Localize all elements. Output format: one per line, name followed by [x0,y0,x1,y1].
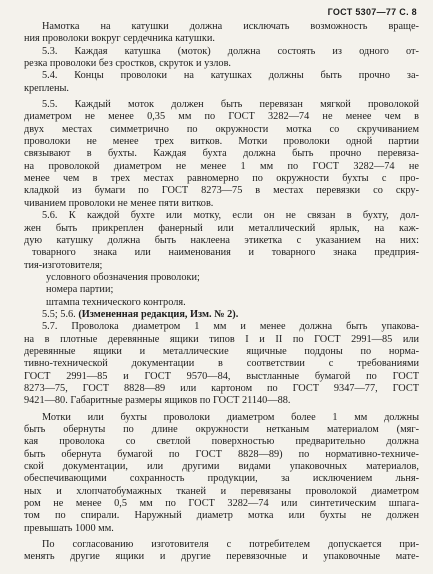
text-line: диаметром не менее 0,35 мм по ГОСТ 3282—74 не менее чем в [24,111,419,123]
paragraph [24,539,419,564]
text-line: Мотки или бухты проволоки диаметром более 1 мм должны [42,411,419,423]
text-line: быть обернута бумагой по ГОСТ 8828—89) по нормативно-техниче- [24,448,419,460]
paragraph [24,21,419,46]
paragraph [24,99,419,309]
text-line: двух местах симметрично по окружности мотка со скручиванием [24,123,419,135]
text-line: 8273—75, ГОСТ 8828—89 или картоном по ГОСТ 9347—77, ГОСТ [24,382,419,394]
text-line: ГОСТ 2991—85 и ГОСТ 9570—84, выстланные бумагой по ГОСТ [24,370,419,382]
text-line: жен быть прикреплен фанерный или металлический ярлык, на каж- [24,222,419,234]
text-line: 5.6. К каждой бухте или мотку, если он не связан в бухту, дол- [42,210,419,222]
amendment-note: (Измененная редакция, Изм. № 2). [78,308,239,320]
text-line: ных и хлопчатобумажных тканей и перевязаны проволокой диаметром [24,485,419,497]
text-line: креплены. [24,82,69,94]
text-line: чиванием проволоки не менее пяти витков. [24,197,214,209]
text-line: менее чем в трех местах равномерно по окружности бухты с про- [24,173,419,185]
text-line: 5.7. Проволока диаметром 1 мм и менее должна быть упакова- [42,321,419,333]
text-line: связывают в бухты. Каждая бухта должна быть прочно перевяза- [24,148,419,160]
text-line: превышать 1000 мм. [24,522,114,534]
text-line: 5.5. Каждый моток должен быть перевязан мягкой проволокой [42,99,419,111]
text-line: на в плотные деревянные ящики типов I и II по ГОСТ 2991—85 или [24,333,419,345]
text-line: ния проволоки вокруг сердечника катушки. [24,33,215,45]
text-line: Намотка на катушки должна исключать возможность враще- [42,21,419,32]
paragraph [24,412,419,535]
text-line: 5.3. Каждая катушка (моток) должна состоять из одного от- [42,45,419,57]
text-line: резка проволоки без сростков, скруток и узлов. [24,58,232,70]
text-line: штампа технического контроля. [46,296,186,308]
text-line: По согласованию изготовителя с потребителем допускается при- [42,539,419,551]
text-line: кладкой из бумаги по ГОСТ 8273—75 в местах перевязки со скру- [24,185,419,197]
text-line: обеспечивающими сохранность продукции, за исключением льня- [24,473,419,485]
text-line: кая проволока со светлой поверхностью предварительно должна [24,436,419,448]
text-line: тия-изготовителя; [24,259,103,271]
text-line: ской документации, или другими видами упаковочных материалов, [24,461,419,473]
text-line: тивно-технической документации в соответствии с требованиями [24,358,419,370]
text-line: том по спирали. Наружный диаметр мотка или бухты не должен [24,510,419,522]
text-line: 9421—80. Габаритные размеры ящиков по ГОСТ 21140—88. [24,395,291,407]
text-line: ром не менее 0,5 мм по ГОСТ 3282—74 или синтетическим шпага- [24,498,419,510]
text-line: на проволокой диаметром не менее 1 мм по ГОСТ 3282—74 не [24,160,419,172]
paragraph [24,309,419,408]
text-line: условного обозначения проволоки; [46,271,200,283]
text-line: деревянные ящики и металлические ящичные поддоны по норма- [24,345,419,357]
page-header: ГОСТ 5307—77 С. 8 [327,7,417,17]
text-line: 5.5; 5.6. (Измененная редакция, Изм. № 2). [42,308,239,320]
text-line: быть обернуты по длине окружности нетканым материалом (мяг- [24,424,419,435]
text-line: дую катушку должна быть наклеена этикетка с указанием на них: [24,234,419,246]
text-line: менять другие ящики и другие перевязочные и упаковочные мате- [24,551,419,563]
document-body [24,21,419,564]
text-line: номера партии; [46,284,114,296]
text-line: товарного знака или наименования и товарного знака предприя- [32,247,419,259]
paragraph [24,46,419,95]
text-line: проволоки не менее трех витков. Мотки проволоки одной партии [24,136,419,148]
text-line: 5.4. Концы проволоки на катушках должны быть прочно за- [42,70,419,82]
